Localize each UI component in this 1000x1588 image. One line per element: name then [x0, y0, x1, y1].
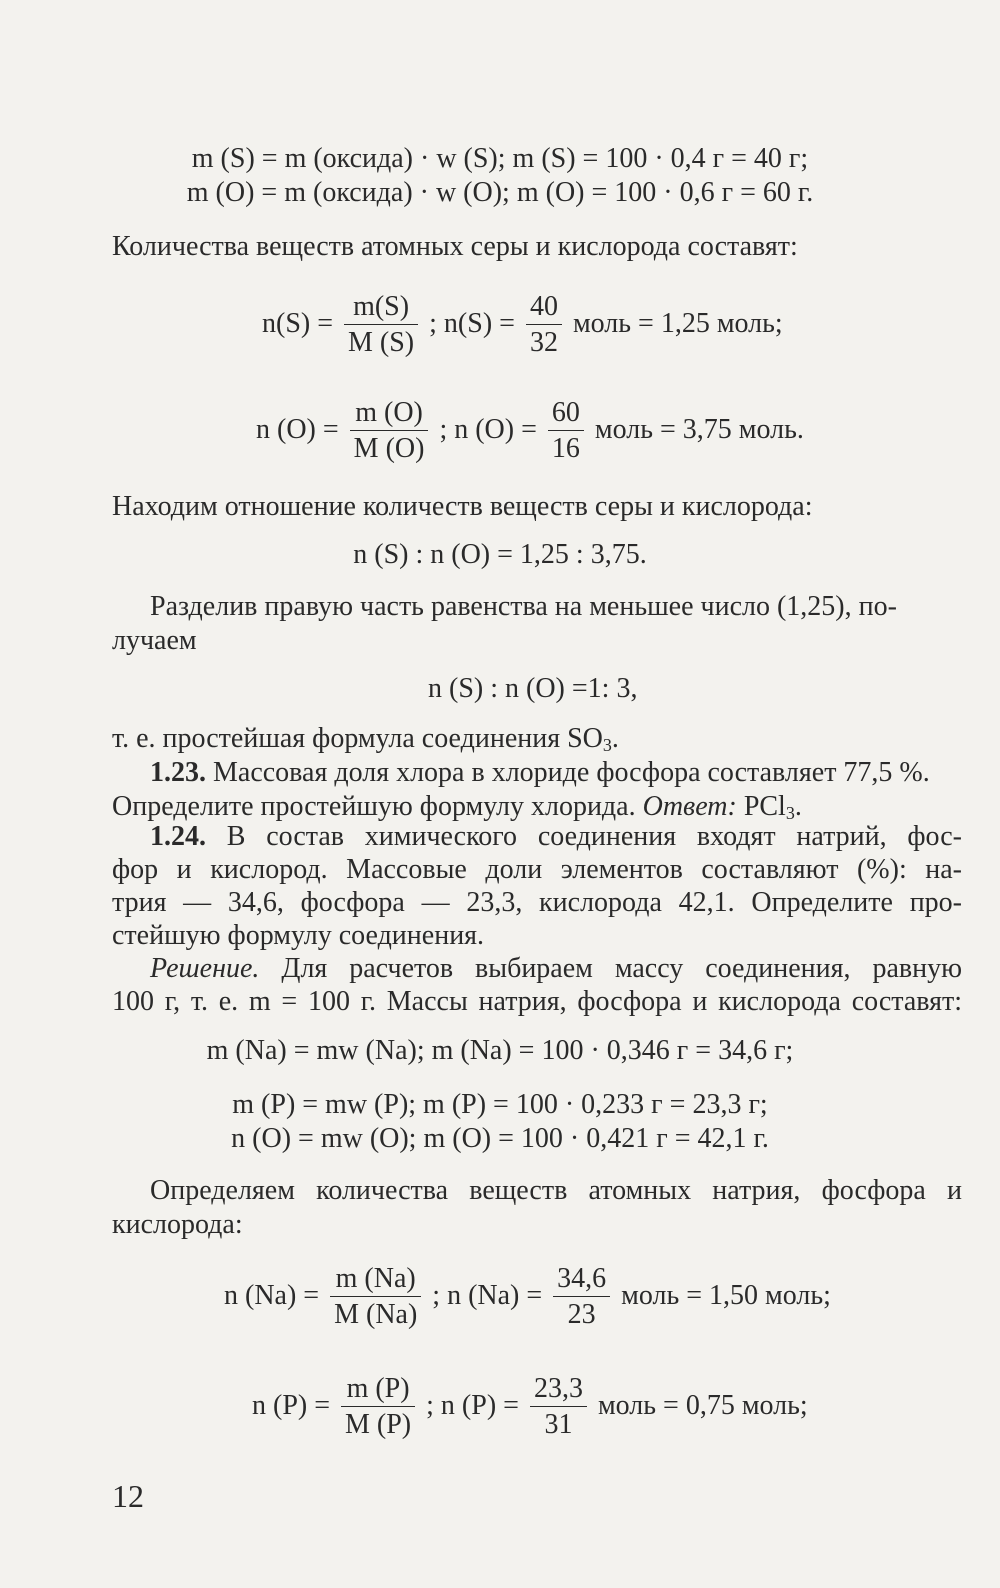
solution-line1 [150, 952, 962, 986]
fraction-numerator: 40 [529, 291, 558, 322]
task-1-24-line4: стейшую формулу соединения. [112, 920, 485, 951]
task-1-23-line1 [150, 756, 930, 790]
fraction-numerator: m (Na) [335, 1263, 416, 1294]
paragraph-divide-line1: Разделив правую часть равенства на меньшее число (1,25), по- [150, 591, 897, 622]
equation-mass-oxygen-2: n (O) = mw (O); m (O) = 100 · 0,421 г = 42,1 г. [231, 1123, 769, 1154]
text: . [611, 723, 619, 754]
page-number: 12 [112, 1478, 144, 1514]
formula-n-sodium [224, 1262, 831, 1333]
paragraph-amounts-2-line2: кислорода: [112, 1209, 243, 1240]
task-1-24-line1 [150, 820, 962, 854]
fraction-mass-over-molar [330, 1262, 421, 1333]
formula-lhs: n(S) = [262, 307, 334, 339]
paragraph-amounts-2-line1: Определяем количества веществ атомных натрия, фосфора и [150, 1175, 962, 1206]
fraction-numerator: 34,6 [557, 1263, 607, 1294]
fraction-values [530, 1372, 587, 1443]
fraction-values [548, 396, 584, 467]
formula-mid: ; n (Na) = [432, 1279, 543, 1311]
formula-result: моль = 3,75 моль. [594, 413, 804, 445]
answer-label: Ответ: [642, 791, 737, 822]
paragraph-formula-so3 [112, 722, 619, 756]
fraction-numerator: 23,3 [533, 1373, 583, 1404]
paragraph-amounts-intro: Количества веществ атомных серы и кислорода составят: [112, 231, 798, 262]
fraction-denominator: M (S) [344, 324, 418, 361]
fraction-denominator: 23 [553, 1296, 610, 1333]
formula-n-sulfur [262, 290, 783, 361]
formula-n-phosphorus [252, 1372, 808, 1443]
formula-lhs: n (O) = [256, 413, 339, 445]
fraction-denominator: M (P) [341, 1406, 415, 1443]
task-number: 1.23. [150, 757, 206, 788]
fraction-denominator: 31 [530, 1406, 587, 1443]
formula-result: моль = 1,25 моль; [572, 307, 783, 339]
text: Определите простейшую формулу хлорида. [112, 791, 643, 822]
equation-mass-sulfur: m (S) = m (оксида) · w (S); m (S) = 100 · 0,4 г = 40 г; [191, 143, 809, 174]
equation-ratio-1: n (S) : n (O) = 1,25 : 3,75. [353, 539, 647, 570]
task-1-24-line2: фор и кислород. Массовые доли элементов составляют (%): на- [112, 854, 962, 885]
formula-lhs: n (P) = [252, 1389, 331, 1421]
equation-mass-sodium: m (Na) = mw (Na); m (Na) = 100 · 0,346 г = 34,6 г; [206, 1035, 794, 1066]
fraction-numerator: m (P) [346, 1373, 410, 1404]
text: Массовая доля хлора в хлориде фосфора составляет 77,5 %. [206, 757, 930, 788]
equation-mass-phosphorus: m (P) = mw (P); m (P) = 100 · 0,233 г = 23,3 г; [232, 1089, 768, 1120]
fraction-values [553, 1262, 610, 1333]
formula-mid: ; n (O) = [439, 413, 537, 445]
text: . [794, 791, 802, 822]
formula-result: моль = 0,75 моль; [597, 1389, 808, 1421]
fraction-mass-over-molar [341, 1372, 415, 1443]
paragraph-divide-line2: лучаем [112, 625, 197, 656]
fraction-denominator: 32 [526, 324, 562, 361]
equation-ratio-2: n (S) : n (O) =1: 3, [428, 673, 638, 704]
answer: PCl [736, 791, 786, 822]
formula-lhs: n (Na) = [224, 1279, 320, 1311]
formula-result: моль = 1,50 моль; [621, 1279, 831, 1311]
task-number: 1.24. [150, 821, 206, 852]
paragraph-ratio-intro: Находим отношение количеств веществ серы и кислорода: [112, 491, 813, 522]
fraction-numerator: m (O) [355, 397, 423, 428]
formula-mid: ; n (P) = [426, 1389, 519, 1421]
task-1-24-line3: трия — 34,6, фосфора — 23,3, кислорода 42,1. Определите про- [112, 887, 962, 918]
task-1-23-line2 [112, 790, 802, 824]
fraction-numerator: m(S) [353, 291, 410, 322]
fraction-denominator: 16 [548, 430, 584, 467]
solution-line2: 100 г, т. е. m = 100 г. Массы натрия, фосфора и кислорода составят: [112, 986, 962, 1017]
text: т. е. простейшая формула соединения SO [112, 723, 603, 754]
subscript: 3 [785, 803, 795, 823]
solution-label: Решение. [150, 953, 260, 984]
fraction-denominator: M (Na) [330, 1296, 421, 1333]
fraction-mass-over-molar [350, 396, 429, 467]
fraction-denominator: M (O) [350, 430, 429, 467]
fraction-values [526, 290, 562, 361]
formula-n-oxygen [256, 396, 804, 467]
formula-mid: ; n(S) = [429, 307, 515, 339]
equation-mass-oxygen: m (O) = m (оксида) · w (O); m (O) = 100 · 0,6 г = 60 г. [186, 177, 814, 208]
text: Для расчетов выбираем массу соединения, равную [259, 953, 962, 984]
subscript: 3 [602, 735, 612, 755]
text: В состав химического соединения входят натрий, фос- [206, 821, 962, 852]
fraction-numerator: 60 [551, 397, 580, 428]
fraction-mass-over-molar [344, 290, 418, 361]
